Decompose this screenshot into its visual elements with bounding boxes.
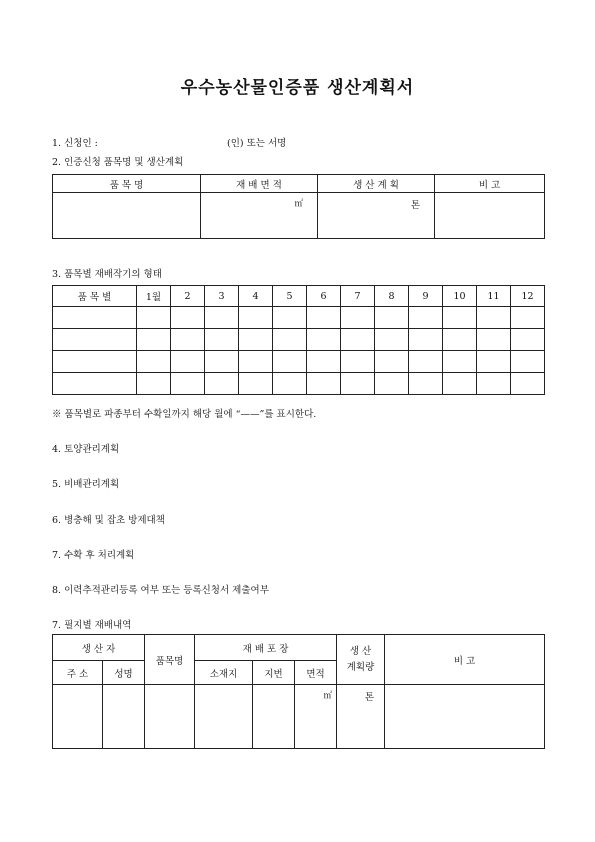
field-cultivation-table xyxy=(52,634,545,749)
header-item-name: 품목명 xyxy=(145,635,195,685)
production-plan-table xyxy=(52,174,545,239)
header-remarks: 비 고 xyxy=(435,175,545,193)
section-5-heading: 5. 비배관리계획 xyxy=(52,479,120,490)
header-production-plan: 생 산 계 획 xyxy=(318,175,435,193)
schedule-header-row xyxy=(53,286,545,307)
area-unit: ㎡ xyxy=(294,199,303,209)
header-address: 주 소 xyxy=(53,661,103,685)
header-item-name: 품 목 명 xyxy=(53,175,201,193)
month-10: 10 xyxy=(443,286,477,307)
lot-cell[interactable] xyxy=(253,685,295,749)
remarks-cell[interactable] xyxy=(435,193,545,239)
section-3-heading: 3. 품목별 재배작기의 형태 xyxy=(52,269,162,280)
marking-note: ※ 품목별로 파종부터 수확일까지 해당 월에 “——”를 표시한다. xyxy=(52,409,317,420)
schedule-row[interactable] xyxy=(53,351,545,373)
address-cell[interactable] xyxy=(53,685,103,749)
schedule-row[interactable] xyxy=(53,373,545,395)
plan-amount-cell[interactable] xyxy=(337,685,385,749)
month-7: 7 xyxy=(341,286,375,307)
header-area: 면적 xyxy=(295,661,337,685)
plan-cell[interactable] xyxy=(318,193,435,239)
section-7-heading: 7. 수확 후 처리계획 xyxy=(52,550,135,561)
month-4: 4 xyxy=(239,286,273,307)
field-data-row[interactable] xyxy=(53,685,545,749)
header-producer: 생 산 자 xyxy=(53,635,145,661)
month-11: 11 xyxy=(477,286,511,307)
item-name-cell[interactable] xyxy=(53,193,201,239)
name-cell[interactable] xyxy=(103,685,145,749)
location-cell[interactable] xyxy=(195,685,253,749)
header-area: 재 배 면 적 xyxy=(201,175,318,193)
applicant-line xyxy=(52,135,287,149)
section-6-heading: 6. 병충해 및 잡초 방제대책 xyxy=(52,515,165,526)
amount-unit: 톤 xyxy=(364,692,375,703)
area-cell[interactable] xyxy=(201,193,318,239)
header-name: 성명 xyxy=(103,661,145,685)
header-plan-bottom: 계획량 xyxy=(346,661,375,673)
month-9: 9 xyxy=(409,286,443,307)
item-cell[interactable] xyxy=(145,685,195,749)
header-production-plan-amount xyxy=(337,635,385,685)
month-8: 8 xyxy=(375,286,409,307)
field-details-heading: 7. 필지별 재배내역 xyxy=(52,620,132,631)
month-3: 3 xyxy=(205,286,239,307)
section-8-heading: 8. 이력추적관리등록 여부 또는 등록신청서 제출여부 xyxy=(52,585,269,596)
signature-label: (인) 또는 서명 xyxy=(227,138,287,149)
header-plan-top: 생 산 xyxy=(349,645,372,657)
month-6: 6 xyxy=(307,286,341,307)
month-5: 5 xyxy=(273,286,307,307)
document-title: 우수농산물인증품 생산계획서 xyxy=(180,78,415,98)
month-1: 1월 xyxy=(137,286,171,307)
header-remarks: 비 고 xyxy=(385,635,545,685)
remarks-cell[interactable] xyxy=(385,685,545,749)
area-unit: ㎡ xyxy=(323,691,333,701)
schedule-row[interactable] xyxy=(53,329,545,351)
section-2-heading: 2. 인증신청 품목명 및 생산계획 xyxy=(52,157,184,168)
header-location: 소재지 xyxy=(195,661,253,685)
amount-unit: 톤 xyxy=(410,200,420,211)
section-4-heading: 4. 토양관리계획 xyxy=(52,444,120,455)
month-2: 2 xyxy=(171,286,205,307)
header-per-item: 품 목 별 xyxy=(53,286,137,307)
cultivation-schedule-table xyxy=(52,285,545,395)
applicant-label: 1. 신청인 : xyxy=(52,138,98,149)
header-lot-number: 지번 xyxy=(253,661,295,685)
schedule-row[interactable] xyxy=(53,307,545,329)
month-12: 12 xyxy=(511,286,545,307)
area-cell[interactable] xyxy=(295,685,337,749)
header-cultivation-field: 재 배 포 장 xyxy=(195,635,337,661)
